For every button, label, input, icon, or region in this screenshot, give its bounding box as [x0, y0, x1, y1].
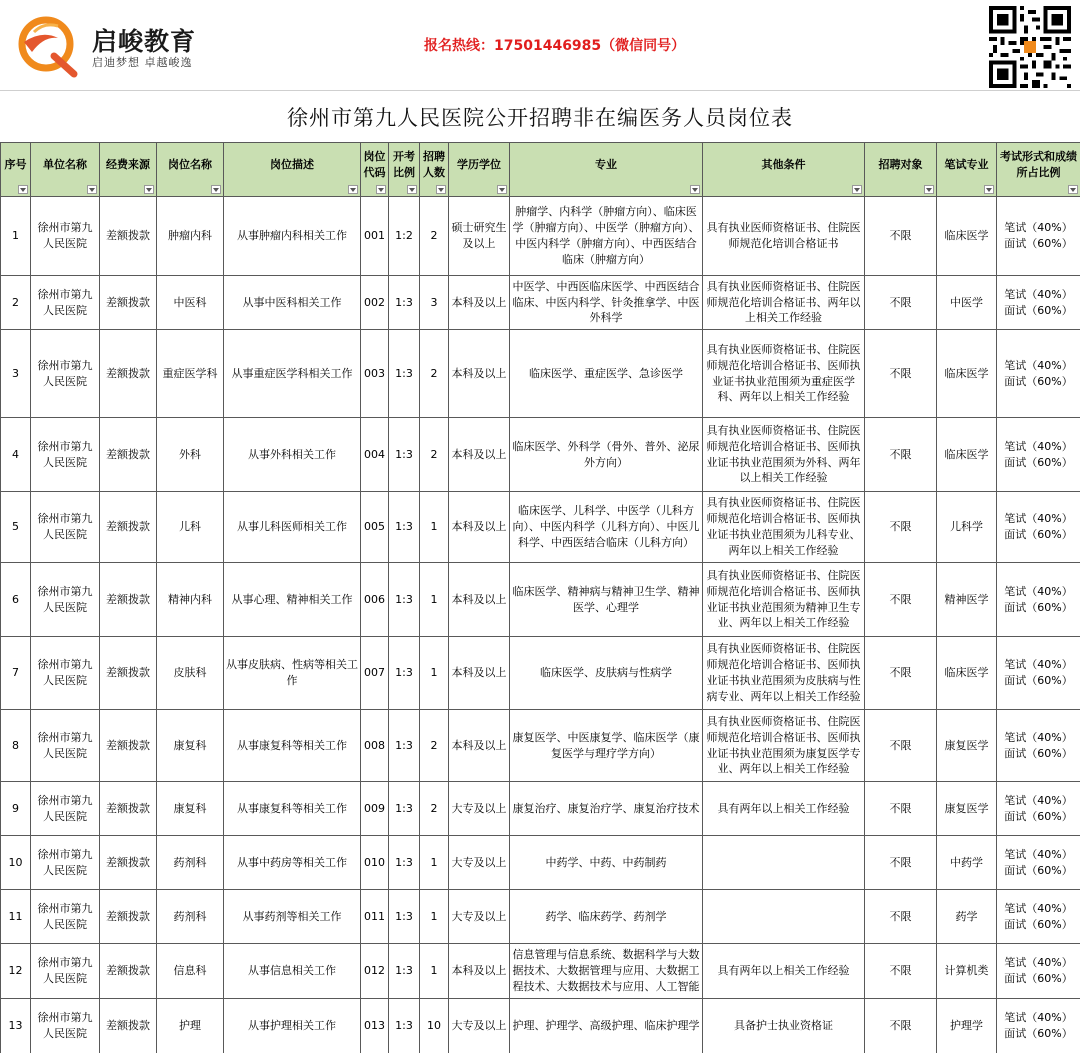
cell-count: 10 [420, 999, 449, 1053]
column-header[interactable]: 岗位名称 [157, 143, 224, 197]
cell-exam-format: 笔试（40%）面试（60%） [997, 418, 1080, 492]
cell-code: 005 [361, 492, 389, 563]
cell-index: 9 [1, 782, 31, 836]
cell-count: 2 [420, 330, 449, 418]
cell-count: 1 [420, 563, 449, 637]
filter-dropdown-icon[interactable] [18, 185, 28, 194]
cell-education: 本科及以上 [449, 563, 510, 637]
column-header[interactable]: 学历学位 [449, 143, 510, 197]
cell-position: 皮肤科 [157, 637, 224, 710]
filter-dropdown-icon[interactable] [436, 185, 446, 194]
cell-index: 12 [1, 944, 31, 999]
cell-funding: 差额拨款 [100, 492, 157, 563]
cell-index: 5 [1, 492, 31, 563]
cell-conditions: 具有执业医师资格证书、住院医师规范化培训合格证书、医师执业证书执业范围须为康复医学专业、两年以上相关工作经验 [703, 710, 865, 782]
cell-code: 002 [361, 276, 389, 330]
cell-education: 本科及以上 [449, 637, 510, 710]
filter-dropdown-icon[interactable] [1068, 185, 1078, 194]
cell-conditions [703, 836, 865, 890]
cell-count: 1 [420, 890, 449, 944]
cell-education: 本科及以上 [449, 418, 510, 492]
cell-position: 药剂科 [157, 890, 224, 944]
cell-position: 儿科 [157, 492, 224, 563]
page-title: 徐州市第九人民医院公开招聘非在编医务人员岗位表 [0, 90, 1080, 142]
filter-dropdown-icon[interactable] [144, 185, 154, 194]
cell-ratio: 1:3 [389, 836, 420, 890]
cell-index: 2 [1, 276, 31, 330]
cell-unit: 徐州市第九人民医院 [31, 637, 100, 710]
table-row [1, 944, 1080, 999]
cell-major: 信息管理与信息系统、数据科学与大数据技术、大数据管理与应用、大数据工程技术、大数据技术与应用、人工智能 [510, 944, 703, 999]
banner [0, 0, 1080, 90]
cell-conditions [703, 890, 865, 944]
cell-conditions: 具有执业医师资格证书、住院医师规范化培训合格证书、医师执业证书执业范围须为重症医学科、两年以上相关工作经验 [703, 330, 865, 418]
cell-major: 中医学、中西医临床医学、中西医结合临床、中医内科学、针灸推拿学、中医外科学 [510, 276, 703, 330]
column-header[interactable]: 其他条件 [703, 143, 865, 197]
cell-position: 信息科 [157, 944, 224, 999]
cell-target: 不限 [865, 330, 937, 418]
cell-ratio: 1:3 [389, 276, 420, 330]
cell-exam-format: 笔试（40%）面试（60%） [997, 782, 1080, 836]
cell-unit: 徐州市第九人民医院 [31, 492, 100, 563]
column-header[interactable]: 考试形式和成绩所占比例 [997, 143, 1080, 197]
cell-conditions: 具有两年以上相关工作经验 [703, 944, 865, 999]
cell-funding: 差额拨款 [100, 197, 157, 276]
cell-exam-format: 笔试（40%）面试（60%） [997, 492, 1080, 563]
cell-major: 临床医学、外科学（骨外、普外、泌尿外方向） [510, 418, 703, 492]
qr-code-icon [988, 6, 1072, 88]
cell-exam-subject: 康复医学 [937, 782, 997, 836]
column-header[interactable]: 岗位描述 [224, 143, 361, 197]
cell-code: 001 [361, 197, 389, 276]
cell-funding: 差额拨款 [100, 276, 157, 330]
cell-exam-format: 笔试（40%）面试（60%） [997, 637, 1080, 710]
column-header[interactable]: 笔试专业 [937, 143, 997, 197]
cell-count: 1 [420, 836, 449, 890]
cell-exam-format: 笔试（40%）面试（60%） [997, 197, 1080, 276]
filter-dropdown-icon[interactable] [407, 185, 417, 194]
cell-conditions: 具有两年以上相关工作经验 [703, 782, 865, 836]
cell-count: 1 [420, 492, 449, 563]
cell-exam-format: 笔试（40%）面试（60%） [997, 276, 1080, 330]
table-row [1, 836, 1080, 890]
filter-dropdown-icon[interactable] [211, 185, 221, 194]
cell-education: 大专及以上 [449, 890, 510, 944]
cell-target: 不限 [865, 944, 937, 999]
cell-education: 本科及以上 [449, 492, 510, 563]
cell-index: 3 [1, 330, 31, 418]
cell-exam-subject: 中医学 [937, 276, 997, 330]
cell-ratio: 1:3 [389, 944, 420, 999]
cell-exam-format: 笔试（40%）面试（60%） [997, 890, 1080, 944]
cell-unit: 徐州市第九人民医院 [31, 944, 100, 999]
cell-education: 大专及以上 [449, 836, 510, 890]
cell-target: 不限 [865, 637, 937, 710]
cell-unit: 徐州市第九人民医院 [31, 418, 100, 492]
cell-education: 硕士研究生及以上 [449, 197, 510, 276]
cell-index: 1 [1, 197, 31, 276]
cell-major: 临床医学、皮肤病与性病学 [510, 637, 703, 710]
cell-index: 13 [1, 999, 31, 1053]
cell-index: 6 [1, 563, 31, 637]
cell-conditions: 具有执业医师资格证书、住院医师规范化培训合格证书、两年以上相关工作经验 [703, 276, 865, 330]
filter-dropdown-icon[interactable] [924, 185, 934, 194]
cell-description: 从事中医科相关工作 [224, 276, 361, 330]
cell-target: 不限 [865, 710, 937, 782]
filter-dropdown-icon[interactable] [87, 185, 97, 194]
cell-funding: 差额拨款 [100, 710, 157, 782]
cell-position: 重症医学科 [157, 330, 224, 418]
cell-exam-subject: 计算机类 [937, 944, 997, 999]
cell-ratio: 1:3 [389, 710, 420, 782]
cell-code: 012 [361, 944, 389, 999]
cell-target: 不限 [865, 563, 937, 637]
cell-major: 康复医学、中医康复学、临床医学（康复医学与理疗学方向） [510, 710, 703, 782]
cell-description: 从事康复科等相关工作 [224, 782, 361, 836]
column-header[interactable]: 开考比例 [389, 143, 420, 197]
column-header[interactable]: 专业 [510, 143, 703, 197]
cell-description: 从事儿科医师相关工作 [224, 492, 361, 563]
cell-code: 009 [361, 782, 389, 836]
cell-unit: 徐州市第九人民医院 [31, 710, 100, 782]
cell-count: 1 [420, 944, 449, 999]
cell-funding: 差额拨款 [100, 782, 157, 836]
filter-dropdown-icon[interactable] [984, 185, 994, 194]
cell-exam-format: 笔试（40%）面试（60%） [997, 710, 1080, 782]
table-row [1, 999, 1080, 1053]
cell-description: 从事重症医学科相关工作 [224, 330, 361, 418]
cell-index: 7 [1, 637, 31, 710]
cell-target: 不限 [865, 836, 937, 890]
cell-exam-subject: 康复医学 [937, 710, 997, 782]
table-body [1, 197, 1080, 1053]
cell-index: 10 [1, 836, 31, 890]
cell-code: 004 [361, 418, 389, 492]
cell-count: 3 [420, 276, 449, 330]
cell-conditions: 具有执业医师资格证书、住院医师规范化培训合格证书、医师执业证书执业范围须为皮肤病与性病专业、两年以上相关工作经验 [703, 637, 865, 710]
table-row [1, 637, 1080, 710]
cell-target: 不限 [865, 276, 937, 330]
table-row [1, 782, 1080, 836]
cell-count: 2 [420, 418, 449, 492]
cell-ratio: 1:3 [389, 492, 420, 563]
cell-exam-format: 笔试（40%）面试（60%） [997, 836, 1080, 890]
column-header[interactable]: 招聘人数 [420, 143, 449, 197]
cell-major: 护理、护理学、高级护理、临床护理学 [510, 999, 703, 1053]
cell-position: 护理 [157, 999, 224, 1053]
cell-education: 本科及以上 [449, 944, 510, 999]
cell-major: 临床医学、重症医学、急诊医学 [510, 330, 703, 418]
cell-count: 2 [420, 197, 449, 276]
cell-exam-subject: 护理学 [937, 999, 997, 1053]
cell-count: 2 [420, 782, 449, 836]
cell-major: 临床医学、儿科学、中医学（儿科方向）、中医内科学（儿科方向）、中医儿科学、中西医结合临床（儿科方向） [510, 492, 703, 563]
cell-target: 不限 [865, 418, 937, 492]
cell-unit: 徐州市第九人民医院 [31, 276, 100, 330]
cell-ratio: 1:2 [389, 197, 420, 276]
cell-ratio: 1:3 [389, 418, 420, 492]
cell-target: 不限 [865, 890, 937, 944]
cell-position: 康复科 [157, 710, 224, 782]
cell-index: 11 [1, 890, 31, 944]
cell-code: 013 [361, 999, 389, 1053]
brand-slogan: 启迪梦想 卓越峻逸 [92, 56, 193, 69]
cell-position: 精神内科 [157, 563, 224, 637]
cell-code: 003 [361, 330, 389, 418]
brand-name: 启峻教育 [92, 27, 197, 56]
cell-major: 肿瘤学、内科学（肿瘤方向）、临床医学（肿瘤方向）、中医学（肿瘤方向）、中医内科学（肿瘤方向）、中西医结合临床（肿瘤方向） [510, 197, 703, 276]
column-header[interactable]: 招聘对象 [865, 143, 937, 197]
cell-description: 从事康复科等相关工作 [224, 710, 361, 782]
cell-unit: 徐州市第九人民医院 [31, 563, 100, 637]
cell-conditions: 具有执业医师资格证书、住院医师规范化培训合格证书、医师执业证书执业范围须为儿科专业、两年以上相关工作经验 [703, 492, 865, 563]
cell-position: 中医科 [157, 276, 224, 330]
cell-major: 临床医学、精神病与精神卫生学、精神医学、心理学 [510, 563, 703, 637]
cell-funding: 差额拨款 [100, 563, 157, 637]
table-row [1, 492, 1080, 563]
cell-code: 011 [361, 890, 389, 944]
cell-exam-format: 笔试（40%）面试（60%） [997, 330, 1080, 418]
cell-ratio: 1:3 [389, 999, 420, 1053]
cell-education: 大专及以上 [449, 999, 510, 1053]
cell-description: 从事药剂等相关工作 [224, 890, 361, 944]
cell-description: 从事中药房等相关工作 [224, 836, 361, 890]
qijun-logo-icon [14, 12, 84, 78]
cell-index: 8 [1, 710, 31, 782]
cell-ratio: 1:3 [389, 637, 420, 710]
cell-education: 本科及以上 [449, 330, 510, 418]
cell-funding: 差额拨款 [100, 999, 157, 1053]
cell-education: 本科及以上 [449, 710, 510, 782]
cell-ratio: 1:3 [389, 563, 420, 637]
cell-funding: 差额拨款 [100, 890, 157, 944]
cell-count: 1 [420, 637, 449, 710]
column-header[interactable]: 经费来源 [100, 143, 157, 197]
cell-exam-format: 笔试（40%）面试（60%） [997, 944, 1080, 999]
cell-conditions: 具有执业医师资格证书、住院医师规范化培训合格证书、医师执业证书执业范围须为精神卫生专业、两年以上相关工作经验 [703, 563, 865, 637]
table-row [1, 330, 1080, 418]
cell-exam-subject: 临床医学 [937, 330, 997, 418]
cell-position: 外科 [157, 418, 224, 492]
cell-funding: 差额拨款 [100, 330, 157, 418]
cell-description: 从事护理相关工作 [224, 999, 361, 1053]
cell-exam-subject: 临床医学 [937, 418, 997, 492]
cell-index: 4 [1, 418, 31, 492]
cell-conditions: 具有执业医师资格证书、住院医师规范化培训合格证书、医师执业证书执业范围须为外科、两年以上相关工作经验 [703, 418, 865, 492]
cell-code: 008 [361, 710, 389, 782]
cell-education: 大专及以上 [449, 782, 510, 836]
positions-table [0, 142, 1080, 1053]
hotline-text: 报名热线：17501446985（微信同号） [424, 38, 686, 54]
cell-exam-format: 笔试（40%）面试（60%） [997, 999, 1080, 1053]
table-row [1, 710, 1080, 782]
cell-unit: 徐州市第九人民医院 [31, 890, 100, 944]
cell-funding: 差额拨款 [100, 836, 157, 890]
cell-conditions: 具有执业医师资格证书、住院医师规范化培训合格证书 [703, 197, 865, 276]
cell-unit: 徐州市第九人民医院 [31, 836, 100, 890]
table-row [1, 276, 1080, 330]
cell-target: 不限 [865, 782, 937, 836]
column-header[interactable]: 序号 [1, 143, 31, 197]
cell-unit: 徐州市第九人民医院 [31, 197, 100, 276]
cell-funding: 差额拨款 [100, 418, 157, 492]
cell-ratio: 1:3 [389, 330, 420, 418]
table-row [1, 418, 1080, 492]
filter-dropdown-icon[interactable] [497, 185, 507, 194]
filter-dropdown-icon[interactable] [348, 185, 358, 194]
cell-exam-subject: 精神医学 [937, 563, 997, 637]
filter-dropdown-icon[interactable] [690, 185, 700, 194]
cell-exam-subject: 临床医学 [937, 637, 997, 710]
cell-exam-subject: 儿科学 [937, 492, 997, 563]
cell-exam-format: 笔试（40%）面试（60%） [997, 563, 1080, 637]
filter-dropdown-icon[interactable] [376, 185, 386, 194]
cell-major: 中药学、中药、中药制药 [510, 836, 703, 890]
cell-position: 药剂科 [157, 836, 224, 890]
cell-unit: 徐州市第九人民医院 [31, 999, 100, 1053]
cell-position: 肿瘤内科 [157, 197, 224, 276]
cell-exam-subject: 中药学 [937, 836, 997, 890]
column-header[interactable]: 单位名称 [31, 143, 100, 197]
cell-position: 康复科 [157, 782, 224, 836]
cell-funding: 差额拨款 [100, 637, 157, 710]
cell-code: 006 [361, 563, 389, 637]
cell-description: 从事信息相关工作 [224, 944, 361, 999]
cell-unit: 徐州市第九人民医院 [31, 330, 100, 418]
filter-dropdown-icon[interactable] [852, 185, 862, 194]
cell-target: 不限 [865, 492, 937, 563]
cell-major: 药学、临床药学、药剂学 [510, 890, 703, 944]
cell-unit: 徐州市第九人民医院 [31, 782, 100, 836]
cell-conditions: 具备护士执业资格证 [703, 999, 865, 1053]
cell-exam-subject: 临床医学 [937, 197, 997, 276]
cell-code: 007 [361, 637, 389, 710]
cell-description: 从事皮肤病、性病等相关工作 [224, 637, 361, 710]
table-row [1, 197, 1080, 276]
column-header[interactable]: 岗位代码 [361, 143, 389, 197]
cell-code: 010 [361, 836, 389, 890]
cell-exam-subject: 药学 [937, 890, 997, 944]
table-row [1, 890, 1080, 944]
cell-target: 不限 [865, 999, 937, 1053]
table-header-row [1, 143, 1080, 197]
cell-major: 康复治疗、康复治疗学、康复治疗技术 [510, 782, 703, 836]
cell-target: 不限 [865, 197, 937, 276]
table-row [1, 563, 1080, 637]
cell-ratio: 1:3 [389, 782, 420, 836]
cell-description: 从事心理、精神相关工作 [224, 563, 361, 637]
cell-count: 2 [420, 710, 449, 782]
cell-description: 从事外科相关工作 [224, 418, 361, 492]
cell-ratio: 1:3 [389, 890, 420, 944]
cell-description: 从事肿瘤内科相关工作 [224, 197, 361, 276]
cell-education: 本科及以上 [449, 276, 510, 330]
cell-funding: 差额拨款 [100, 944, 157, 999]
